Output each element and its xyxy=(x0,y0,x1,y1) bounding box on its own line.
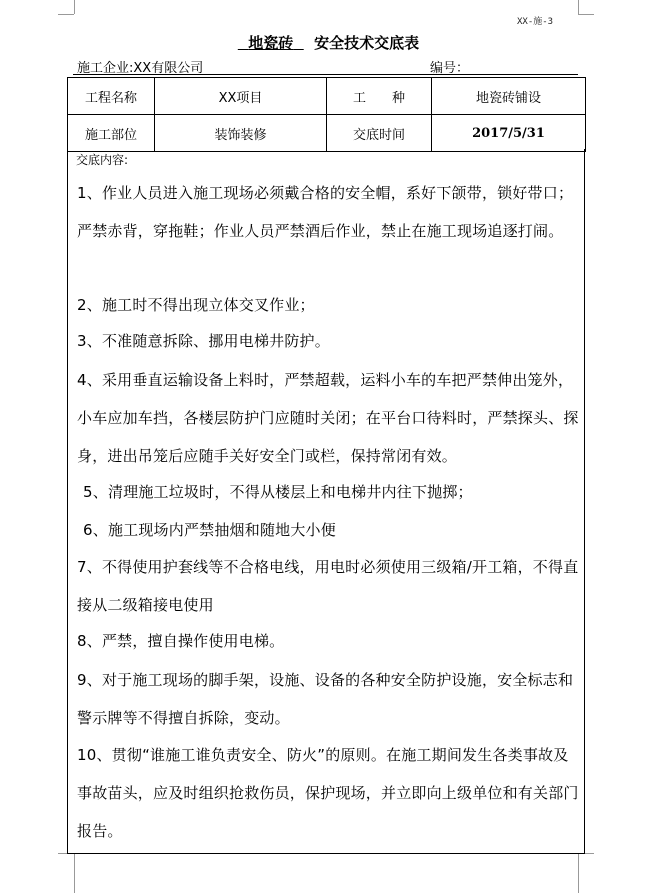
list-item: 3、不准随意拆除、挪用电梯井防护。 xyxy=(77,332,330,350)
company-label: 施工企业:XX有限公司 xyxy=(77,61,204,76)
date-value: 2017/5/31 xyxy=(432,115,586,152)
content-box xyxy=(67,149,585,854)
number-label: 编号： xyxy=(430,61,470,76)
list-item: 10、贯彻“谁施工谁负责安全、防火”的原则。在施工期间发生各类事故及事故苗头，应及时组织抢救伤员，保护现场，并立即向上级单位和有关部门报告。 xyxy=(77,746,579,840)
divider xyxy=(73,74,578,75)
list-item: 8、严禁，擅自操作使用电梯。 xyxy=(77,632,285,650)
list-item: 6、施工现场内严禁抽烟和随地大小便 xyxy=(83,521,336,539)
crop-mark xyxy=(578,0,579,14)
project-name-value: XX项目 xyxy=(155,78,327,115)
crop-mark xyxy=(578,14,594,15)
list-item: 9、对于施工现场的脚手架，设施、设备的各种安全防护设施，安全标志和警示牌等不得擅自拆除，变动。 xyxy=(77,671,574,727)
work-type-label: 工 种 xyxy=(327,78,432,115)
crop-mark xyxy=(74,0,75,14)
content-label: 交底内容: xyxy=(76,153,129,167)
crop-mark xyxy=(74,853,75,893)
work-type-value: 地瓷砖铺设 xyxy=(432,78,586,115)
location-value: 装饰装修 xyxy=(155,115,327,152)
list-item: 2、施工时不得出现立体交叉作业； xyxy=(77,296,315,314)
table-row xyxy=(68,78,586,115)
date-label: 交底时间 xyxy=(327,115,432,152)
crop-mark xyxy=(578,853,579,893)
title-text: 安全技术交底表 xyxy=(314,34,420,52)
page-title xyxy=(0,32,657,53)
list-item: 7、不得使用护套线等不合格电线，用电时必须使用三级箱/开工箱，不得直接从二级箱接电使用 xyxy=(77,558,579,614)
crop-mark xyxy=(58,14,74,15)
project-name-label: 工程名称 xyxy=(68,78,155,115)
info-table xyxy=(67,77,586,152)
list-item: 1、作业人员进入施工现场必须戴合格的安全帽，系好下颌带，锁好带口；严禁赤背，穿拖鞋；作业人员严禁酒后作业，禁止在施工现场追逐打闹。 xyxy=(77,184,574,240)
list-item: 4、采用垂直运输设备上料时，严禁超载，运料小车的车把严禁伸出笼外，小车应加车挡，各楼层防护门应随时关闭；在平台口待料时，严禁探头、探身，进出吊笼后应随手关好安全门或栏，保持常闭有效。 xyxy=(77,371,579,465)
location-label: 施工部位 xyxy=(68,115,155,152)
title-subject: 地瓷砖 xyxy=(248,34,294,52)
list-item: 5、清理施工垃圾时，不得从楼层上和电梯井内往下抛掷； xyxy=(83,483,473,501)
table-row xyxy=(68,115,586,152)
document-code: XX-施-3 xyxy=(517,17,554,27)
